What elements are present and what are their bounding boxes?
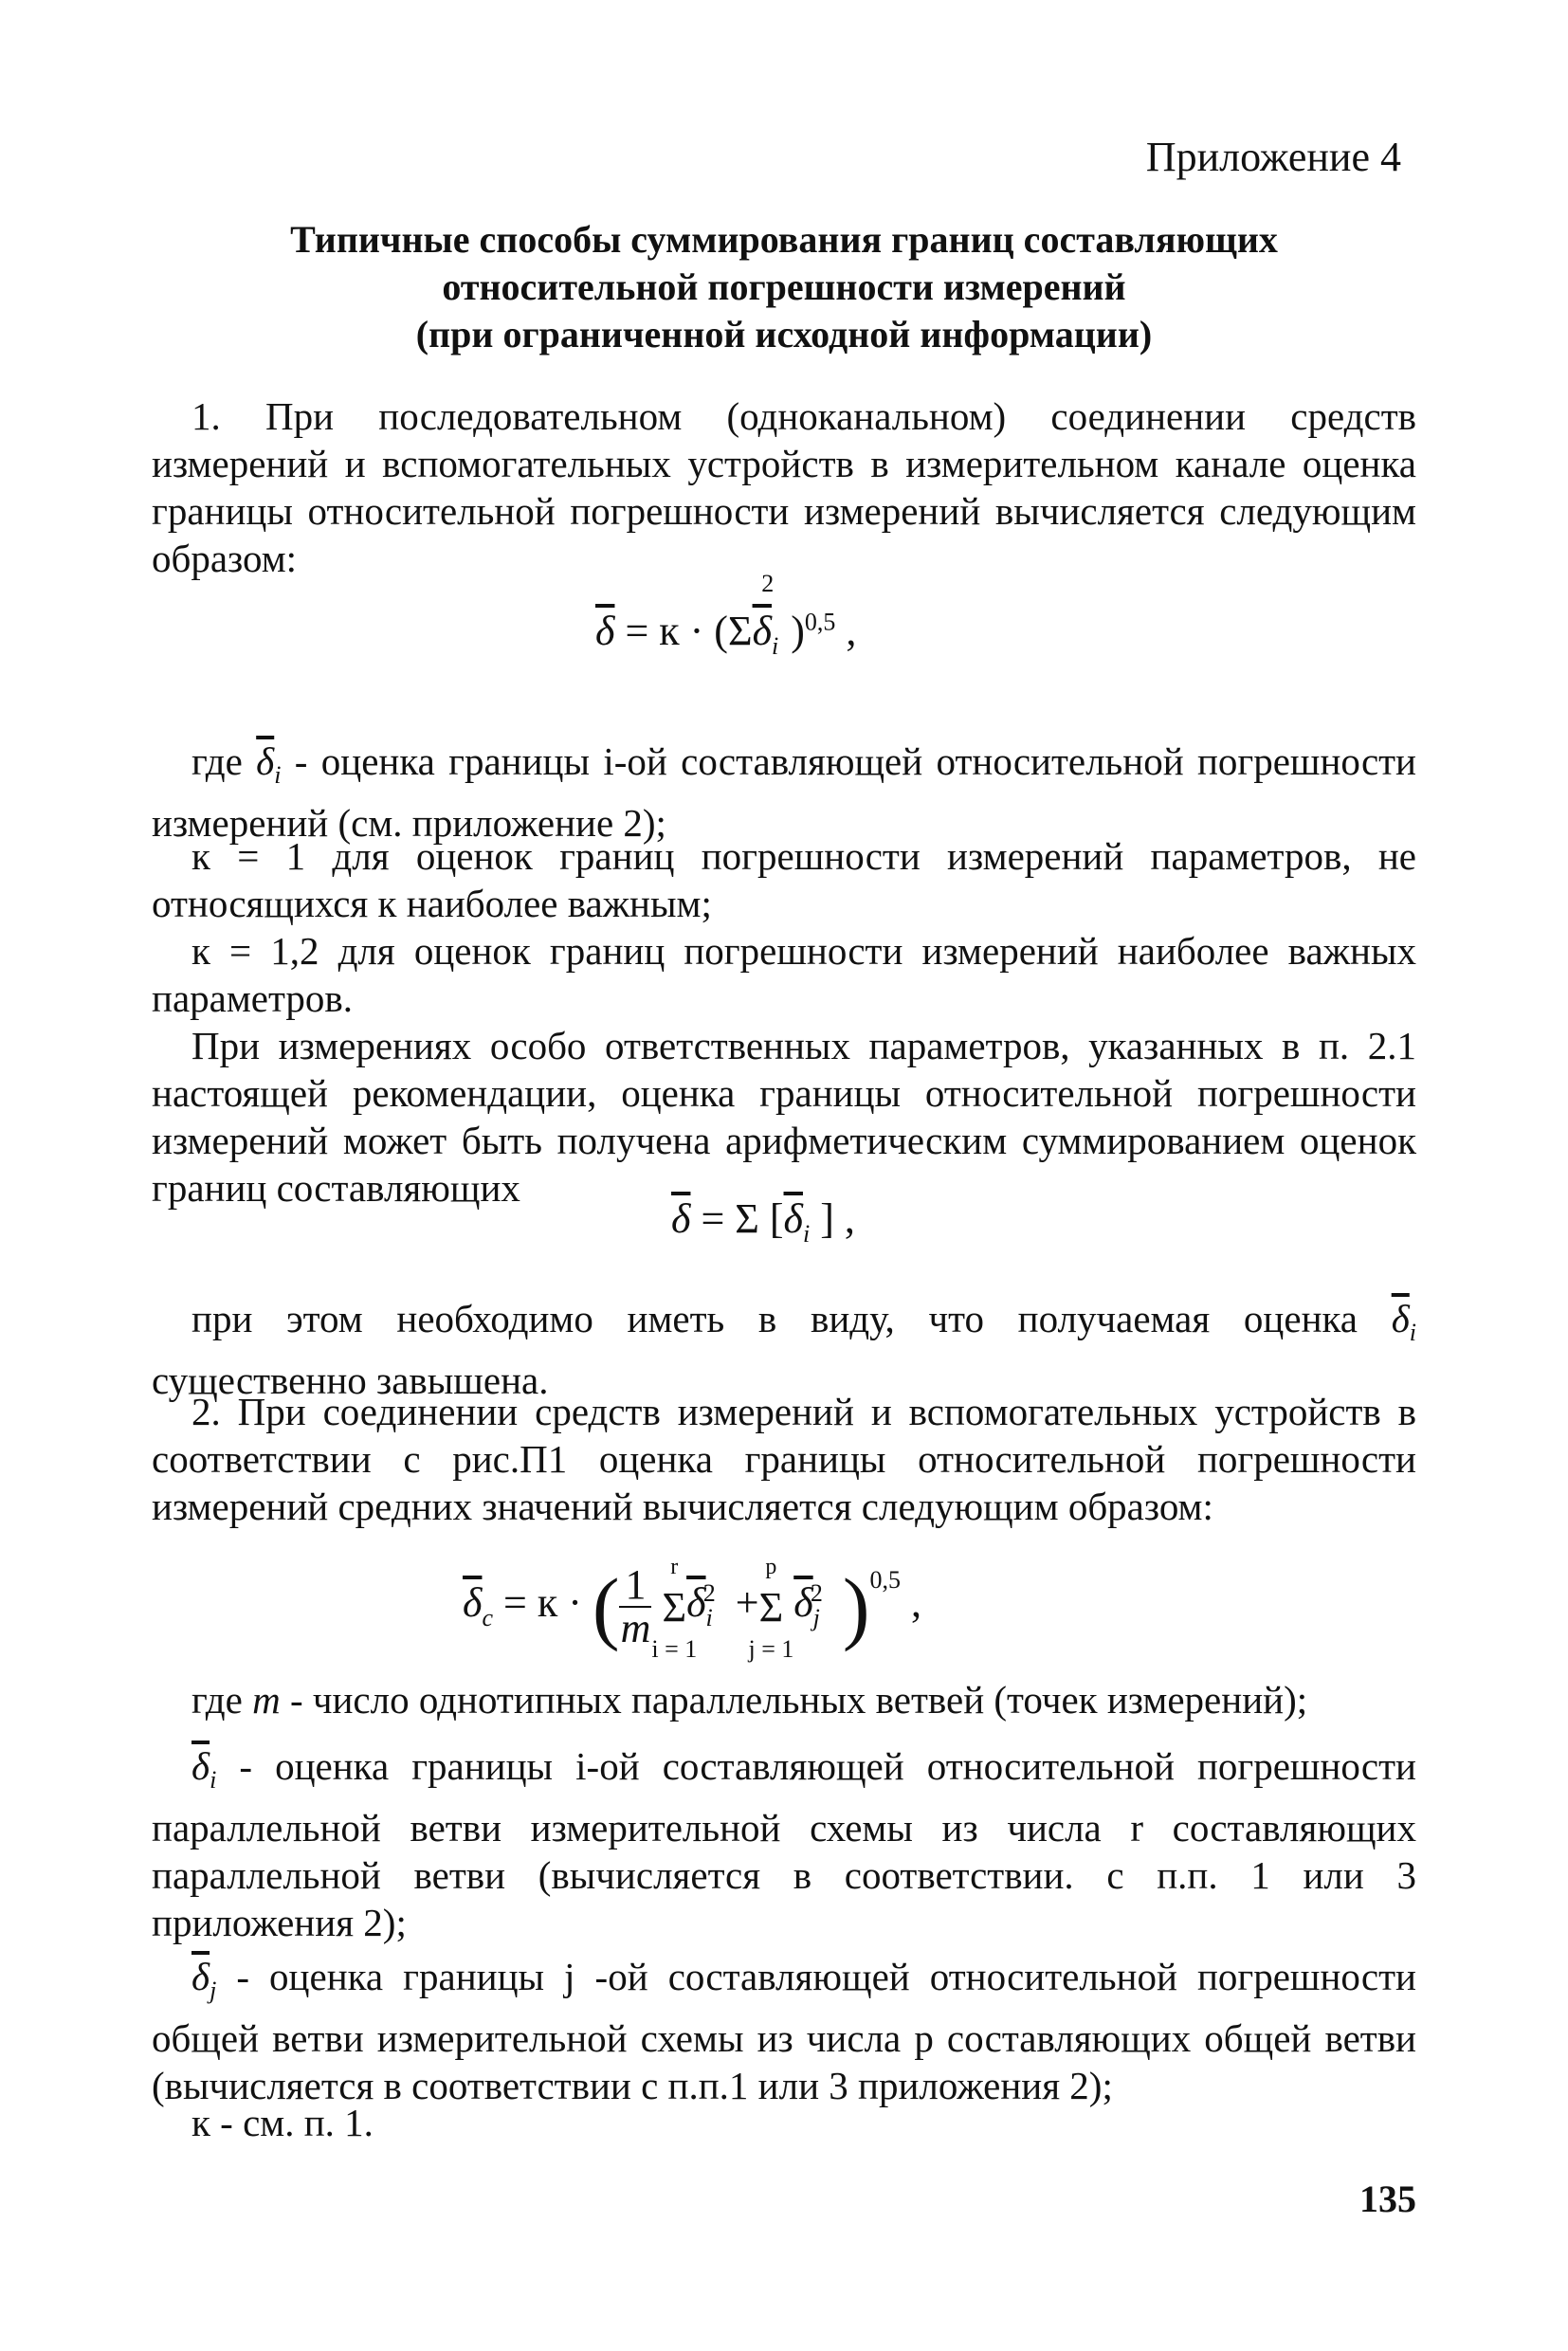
section2-intro: 2. При соединении средств измерений и вспомогательных устройств в соответствии с рис.П1 оценка границы относительной погрешности измерений средних значений вычисляется следующим образом: [152, 1390, 1416, 1528]
delta-i-text: - оценка границы i-ой составляющей относительной погрешности параллельной ветви измерительной схемы из числа r составляющих параллельной ветви (вычисляется в соответствии. с п.п. 1 или 3 приложения 2); [152, 1744, 1416, 1945]
formula3-tail: , [911, 1579, 922, 1627]
formula3-open-paren: ( [592, 1561, 620, 1652]
formula3-term2-sub: j [812, 1603, 820, 1631]
definition-delta-sub: i [274, 761, 282, 790]
page-number: 135 [1359, 2178, 1416, 2220]
title-line-1: Типичные способы суммирования границ составляющих [290, 218, 1278, 261]
formula2-close: ] , [810, 1195, 855, 1242]
formula3-sum-i-top: r [670, 1554, 679, 1579]
overestimate-post: существенно завышена. [152, 1358, 549, 1403]
formula3-term1-sup: 2 [702, 1579, 716, 1608]
formula1-sigma: Σ [727, 608, 753, 654]
overestimate-pre: при этом необходимо иметь в виду, что получаемая оценка [191, 1297, 1392, 1340]
formula1-term: $\overline{\delta}$ [752, 608, 773, 654]
formula3-lhs: $\overline{\delta}$ [463, 1579, 483, 1627]
formula1-lhs: $\overline{\delta}$ [595, 608, 615, 654]
overestimate-delta: $\overline{\delta}$ [1391, 1297, 1410, 1340]
delta-i-sub: i [210, 1766, 217, 1795]
title-line-2: относительной погрешности измерений [442, 265, 1126, 308]
formula1-square: 2 [761, 570, 775, 598]
critical-parameters-note: При измерениях особо ответственных параметров, указанных в п. 2.1 настоящей рекомендации, оценка границы относительной погрешности измерений может быть получена арифметическим суммированием оценок границ составляющих [152, 1024, 1416, 1210]
formula-mean-values [463, 1554, 922, 1663]
formula3-term2-sup: 2 [810, 1579, 823, 1608]
delta-i-symbol: $\overline{\delta}$ [191, 1744, 210, 1788]
formula3-sum-j-top: p [765, 1554, 777, 1579]
formula2-lhs: $\overline{\delta}$ [671, 1195, 691, 1242]
definition-m-text: - число однотипных параллельных ветвей (точек измерений); [280, 1678, 1308, 1722]
delta-j-sub: j [210, 1977, 217, 2005]
page-title [152, 216, 1416, 358]
formula2-term: $\overline{\delta}$ [783, 1195, 803, 1242]
formula3-close-paren: ) [842, 1561, 870, 1652]
definition-delta-i-parallel [152, 1742, 1416, 1946]
formula2-eq: = Σ [ [701, 1195, 784, 1242]
formula3-plus: + [735, 1579, 759, 1627]
definition-m-symbol: m [252, 1678, 281, 1722]
formula1-exponent: 0,5 [804, 608, 836, 636]
formula3-fraction [619, 1561, 651, 1651]
formula3-term2: $\overline{\delta}$ [793, 1579, 813, 1627]
definition-m-pre: где [191, 1678, 253, 1722]
formula3-term1: $\overline{\delta}$ [686, 1579, 706, 1627]
delta-j-symbol: $\overline{\delta}$ [191, 1955, 210, 1998]
formula3-sum-j [748, 1554, 794, 1663]
formula3-lhs-sub: c [482, 1603, 493, 1631]
formula3-sum-j-sigma: Σ [758, 1583, 784, 1631]
formula3-exponent: 0,5 [869, 1566, 902, 1595]
definition-delta-symbol: $\overline{\delta}$ [256, 739, 275, 783]
formula3-sum-i-sigma: Σ [662, 1583, 687, 1631]
section1-intro: 1. При последовательном (одноканальном) соединении средств измерений и вспомогательных устройств в измерительном канале оценка границы относительной погрешности измерений вычисляется следующим образом: [152, 394, 1416, 580]
formula3-eq: = к · [503, 1579, 582, 1627]
formula1-eq: = к · [625, 608, 704, 654]
definition-delta-i [152, 738, 1416, 847]
delta-j-text: - оценка границы j -ой составляющей относительной погрешности общей ветви измерительной схемы из числа p составляющих общей ветви (вычисляется в соответствии с п.п.1 или 3 приложения 2); [152, 1955, 1416, 2108]
formula3-term1-sub: i [705, 1603, 713, 1631]
k-reference: к - см. п. 1. [191, 2101, 374, 2144]
definition-m [152, 1676, 1416, 1723]
k-equals-1-2-note: к = 1,2 для оценок границ погрешности измерений наиболее важных параметров. [152, 929, 1416, 1020]
formula1-term-sub: i [772, 631, 779, 660]
formula1-open: ( [714, 608, 728, 654]
definition-delta-j-common [152, 1953, 1416, 2109]
formula2-term-sub: i [802, 1219, 811, 1248]
k-equals-1-note: к = 1 для оценок границ погрешности измерений параметров, не относящихся к наиболее важным; [152, 834, 1416, 925]
formula3-frac-num: 1 [619, 1564, 651, 1608]
overestimate-sub: i [1409, 1319, 1416, 1347]
formula-quadratic-sum [595, 570, 857, 661]
title-line-3: (при ограниченной исходной информации) [415, 313, 1153, 355]
definition-delta-text: - оценка границы i-ой составляющей относительной погрешности измерений (см. приложение 2); [152, 739, 1417, 846]
definition-prefix: где [191, 739, 243, 783]
formula3-frac-den: m [620, 1605, 651, 1651]
formula1-tail: , [846, 608, 857, 654]
formula3-sum-i-bottom: i = 1 [651, 1634, 698, 1663]
formula-arithmetic-sum [671, 1194, 855, 1248]
appendix-label: Приложение 4 [1145, 134, 1401, 180]
formula1-close: ) [791, 608, 805, 654]
formula3-sum-j-bottom: j = 1 [748, 1634, 794, 1663]
